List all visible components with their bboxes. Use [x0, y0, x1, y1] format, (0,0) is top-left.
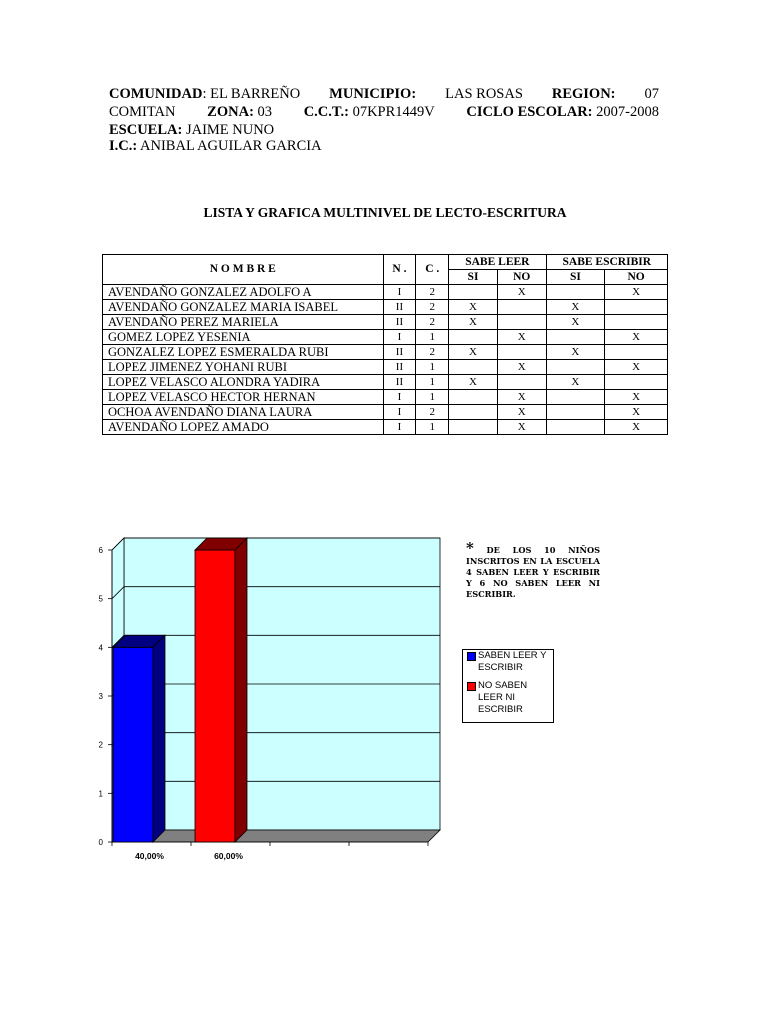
col-header-escribir-si: SI	[546, 270, 605, 285]
y-tick-label: 6	[98, 546, 103, 555]
header-line-2	[109, 103, 659, 121]
cell-esc-si	[546, 420, 605, 435]
cell-esc-no	[605, 375, 668, 390]
cell-esc-no	[605, 345, 668, 360]
cell-c: 2	[416, 285, 449, 300]
cell-esc-si: X	[546, 300, 605, 315]
col-header-c: C .	[416, 255, 449, 285]
y-tick-label: 5	[98, 594, 103, 604]
cell-leer-no	[497, 375, 546, 390]
cell-c: 1	[416, 360, 449, 375]
cell-esc-si: X	[546, 315, 605, 330]
x-tick-label: 40,00%	[135, 851, 164, 861]
cell-c: 2	[416, 315, 449, 330]
cell-leer-no: X	[497, 420, 546, 435]
cell-nombre: AVENDAÑO GONZALEZ ADOLFO A	[103, 285, 384, 300]
cell-leer-si	[449, 330, 498, 345]
y-tick-label: 0	[98, 838, 103, 847]
cell-esc-si	[546, 330, 605, 345]
cell-nombre: AVENDAÑO LOPEZ AMADO	[103, 420, 384, 435]
cell-leer-si	[449, 405, 498, 420]
municipio-value: LAS ROSAS	[445, 86, 523, 102]
cell-c: 2	[416, 300, 449, 315]
y-tick-label: 2	[98, 740, 103, 750]
cell-n: II	[383, 300, 416, 315]
cell-leer-si	[449, 420, 498, 435]
chart-legend	[462, 649, 554, 723]
table-row	[103, 285, 668, 300]
ic-label: I.C.:	[109, 138, 138, 154]
col-header-sabe-escribir: SABE ESCRIBIR	[546, 255, 667, 270]
col-header-leer-no: NO	[497, 270, 546, 285]
municipio-label: MUNICIPIO:	[329, 86, 417, 102]
cell-n: I	[383, 405, 416, 420]
document-title: LISTA Y GRAFICA MULTINIVEL DE LECTO-ESCRITURA	[203, 205, 567, 220]
col-header-n: N .	[383, 255, 416, 285]
cell-esc-no	[605, 315, 668, 330]
cell-nombre: GONZALEZ LOPEZ ESMERALDA RUBI	[103, 345, 384, 360]
note-star: *	[466, 539, 474, 557]
cell-leer-si	[449, 360, 498, 375]
cell-esc-no: X	[605, 330, 668, 345]
cell-leer-no: X	[497, 330, 546, 345]
cell-c: 1	[416, 330, 449, 345]
cell-esc-no	[605, 300, 668, 315]
y-tick-label: 4	[98, 643, 103, 653]
cell-nombre: GOMEZ LOPEZ YESENIA	[103, 330, 384, 345]
cell-leer-no: X	[497, 405, 546, 420]
col-header-escribir-no: NO	[605, 270, 668, 285]
comunidad-value: : EL BARREÑO	[202, 86, 301, 102]
table-row	[103, 375, 668, 390]
comunidad-label: COMUNIDAD	[109, 86, 203, 102]
cell-esc-no: X	[605, 360, 668, 375]
region-value-cont: COMITAN	[109, 104, 176, 120]
header-line-4	[109, 137, 659, 155]
cell-esc-no: X	[605, 390, 668, 405]
cell-esc-no: X	[605, 420, 668, 435]
cell-esc-si	[546, 390, 605, 405]
cct-value: 07KPR1449V	[352, 104, 435, 120]
cell-leer-no	[497, 345, 546, 360]
cell-c: 1	[416, 420, 449, 435]
cell-c: 1	[416, 390, 449, 405]
table-row	[103, 330, 668, 345]
cct-label: C.C.T.:	[303, 104, 349, 120]
ic-value: ANIBAL AGUILAR GARCIA	[140, 138, 322, 154]
cell-leer-si: X	[449, 300, 498, 315]
table-row	[103, 300, 668, 315]
y-tick-label: 3	[98, 692, 103, 701]
col-header-nombre: N O M B R E	[103, 255, 384, 285]
bar-side	[235, 538, 247, 842]
cell-n: I	[383, 285, 416, 300]
cell-esc-si: X	[546, 375, 605, 390]
cell-leer-no: X	[497, 360, 546, 375]
chart-note	[466, 539, 600, 600]
bar-chart	[88, 530, 458, 870]
cell-n: II	[383, 360, 416, 375]
cell-esc-si	[546, 360, 605, 375]
escuela-value: JAIME NUNO	[185, 122, 275, 138]
cell-n: I	[383, 330, 416, 345]
cell-esc-si	[546, 405, 605, 420]
legend-item-saben	[463, 650, 553, 674]
table-row	[103, 315, 668, 330]
cell-n: II	[383, 315, 416, 330]
bar-side	[153, 635, 165, 842]
cell-leer-si: X	[449, 345, 498, 360]
cell-n: II	[383, 345, 416, 360]
cell-n: II	[383, 375, 416, 390]
cell-c: 2	[416, 345, 449, 360]
col-header-sabe-leer: SABE LEER	[449, 255, 546, 270]
ciclo-label: CICLO ESCOLAR:	[466, 104, 593, 120]
ciclo-value: 2007-2008	[596, 104, 659, 120]
cell-leer-si	[449, 285, 498, 300]
cell-c: 1	[416, 375, 449, 390]
table-row	[103, 345, 668, 360]
region-label: REGION:	[551, 86, 616, 102]
legend-swatch-no-saben	[467, 682, 476, 691]
cell-nombre: OCHOA AVENDAÑO DIANA LAURA	[103, 405, 384, 420]
legend-label-no-saben: NO SABEN LEER NI ESCRIBIR	[478, 680, 528, 715]
x-tick-label: 60,00%	[214, 851, 243, 861]
table-row	[103, 360, 668, 375]
bar-front	[113, 647, 153, 842]
cell-esc-no: X	[605, 405, 668, 420]
table-row	[103, 390, 668, 405]
col-header-leer-si: SI	[449, 270, 498, 285]
region-value: 07	[644, 86, 659, 102]
escuela-label: ESCUELA:	[109, 122, 183, 138]
legend-label-saben: SABEN LEER Y ESCRIBIR	[478, 650, 547, 673]
cell-leer-si	[449, 390, 498, 405]
cell-esc-si	[546, 285, 605, 300]
students-table	[102, 254, 668, 435]
cell-nombre: AVENDAÑO GONZALEZ MARIA ISABEL	[103, 300, 384, 315]
legend-swatch-saben	[467, 652, 476, 661]
cell-leer-no	[497, 300, 546, 315]
cell-nombre: LOPEZ VELASCO ALONDRA YADIRA	[103, 375, 384, 390]
cell-esc-no: X	[605, 285, 668, 300]
cell-leer-si: X	[449, 375, 498, 390]
note-text: DE LOS 10 NIÑOS INSCRITOS EN LA ESCUELA 4 SABEN LEER Y ESCRIBIR Y 6 NO SABEN LEER NI ESCRIBIR.	[466, 545, 600, 599]
cell-leer-no: X	[497, 390, 546, 405]
bar-front	[195, 550, 235, 842]
table-body	[103, 285, 668, 435]
cell-c: 2	[416, 405, 449, 420]
zona-value: 03	[257, 104, 273, 120]
cell-nombre: LOPEZ JIMENEZ YOHANI RUBI	[103, 360, 384, 375]
cell-leer-no	[497, 315, 546, 330]
legend-item-no-saben	[463, 680, 553, 716]
y-tick-label: 1	[98, 789, 103, 799]
cell-n: I	[383, 390, 416, 405]
table-row	[103, 405, 668, 420]
cell-leer-si: X	[449, 315, 498, 330]
zona-label: ZONA:	[207, 104, 254, 120]
header-line-1	[109, 85, 659, 103]
cell-nombre: AVENDAÑO PEREZ MARIELA	[103, 315, 384, 330]
cell-nombre: LOPEZ VELASCO HECTOR HERNAN	[103, 390, 384, 405]
cell-esc-si: X	[546, 345, 605, 360]
cell-leer-no: X	[497, 285, 546, 300]
cell-n: I	[383, 420, 416, 435]
table-row	[103, 420, 668, 435]
